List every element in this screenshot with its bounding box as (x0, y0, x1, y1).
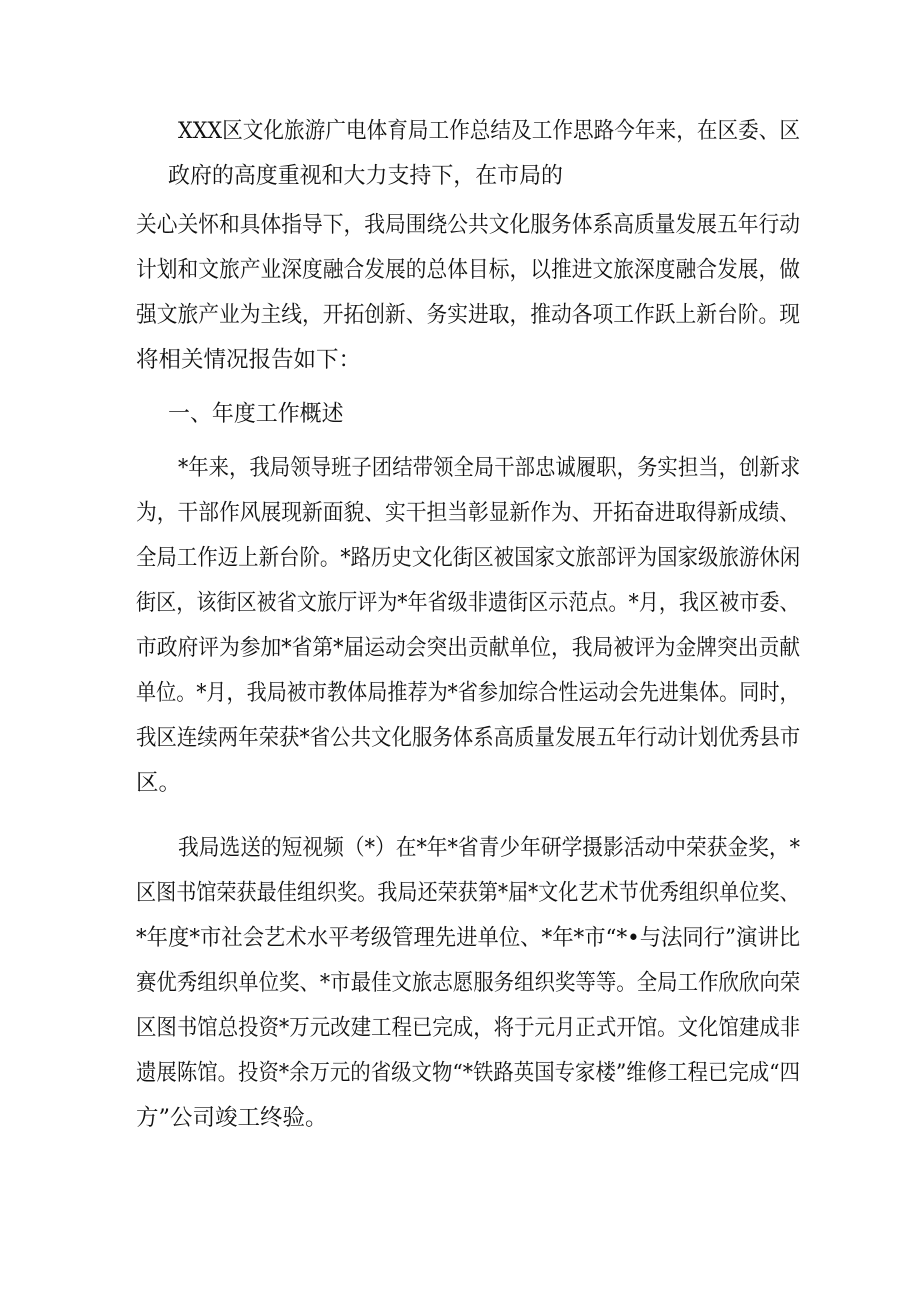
paragraph-2-line: 区图书馆荣获最佳组织奖。我局还荣获第*届*文化艺术节优秀组织单位奖、 (136, 880, 800, 906)
paragraph-2-line: 赛优秀组织单位奖、*市最佳文旅志愿服务组织奖等等。全局工作欣欣向荣 (136, 970, 801, 996)
paragraph-1-line: 市政府评为参加*省第*届运动会突出贡献单位，我局被评为金牌突出贡献 (136, 635, 800, 661)
intro-body-line: 计划和文旅产业深度融合发展的总体目标，以推进文旅深度融合发展，做 (136, 257, 800, 283)
paragraph-1-line: 街区，该街区被省文旅厅评为*年省级非遗街区示范点。*月，我区被市委、 (136, 590, 800, 616)
paragraph-1-line: 全局工作迈上新台阶。*路历史文化街区被国家文旅部评为国家级旅游休闲 (136, 545, 801, 571)
paragraph-2-line: 遗展陈馆。投资*余万元的省级文物“*铁路英国专家楼”维修工程已完成“四 (136, 1060, 801, 1086)
paragraph-1-line: 为，干部作风展现新面貌、实干担当彰显新作为、开拓奋进取得新成绩、 (136, 500, 800, 526)
paragraph-2-line: *年度*市社会艺术水平考级管理先进单位、*年*市“*•与法同行”演讲比 (136, 925, 801, 951)
paragraph-1-line: 单位。*月，我局被市教体局推荐为*省参加综合性运动会先进集体。同时， (136, 680, 800, 706)
intro-body-line: 将相关情况报告如下： (136, 347, 362, 373)
paragraph-1-line: 区。 (136, 770, 182, 796)
intro-line-1: XXX区文化旅游广电体育局工作总结及工作思路今年来，在区委、区 (178, 118, 801, 144)
paragraph-1-line: *年来，我局领导班子团结带领全局干部忠诚履职，务实担当，创新求 (178, 455, 801, 481)
paragraph-2-line: 方”公司竣工终验。 (136, 1105, 328, 1131)
paragraph-2-line: 区图书馆总投资*万元改建工程已完成，将于元月正式开馆。文化馆建成非 (136, 1015, 801, 1041)
paragraph-1-line: 我区连续两年荣获*省公共文化服务体系高质量发展五年行动计划优秀县市 (136, 725, 801, 751)
intro-body-line: 强文旅产业为主线，开拓创新、务实进取，推动各项工作跃上新台阶。现 (136, 302, 800, 328)
section-heading: 一、年度工作概述 (168, 401, 344, 427)
intro-body-line: 关心关怀和具体指导下，我局围绕公共文化服务体系高质量发展五年行动 (136, 212, 800, 238)
intro-line-2: 政府的高度重视和大力支持下，在市局的 (168, 163, 564, 189)
paragraph-2-line: 我局选送的短视频（*）在*年*省青少年研学摄影活动中荣获金奖，* (178, 835, 801, 861)
